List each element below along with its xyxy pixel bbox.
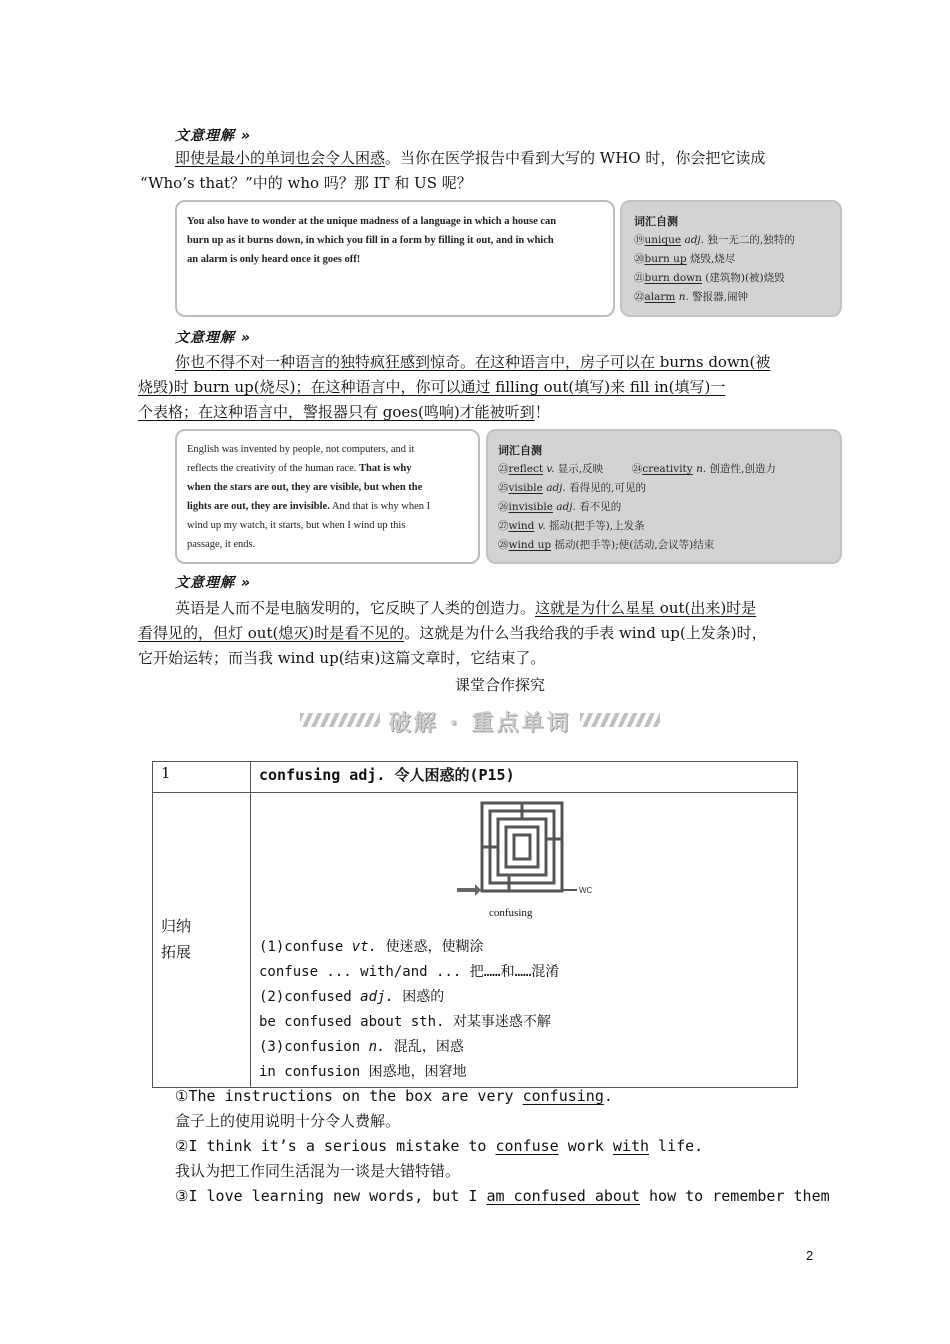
page-number: 2	[806, 1248, 814, 1263]
vocab-row: ㉒alarm n. 警报器,闹钟	[634, 291, 748, 303]
table-row	[153, 762, 798, 793]
section-banner	[300, 705, 660, 735]
expansion-lines	[259, 935, 789, 1085]
card2-line: passage, it ends.	[187, 539, 256, 550]
vocab-quiz-box-2	[486, 429, 842, 564]
word-table	[152, 761, 798, 1088]
example-2: ②I think it’s a serious mistake to confuse work with life.	[175, 1137, 704, 1155]
paragraph-1-line-1: 即使是最小的单词也会令人困惑。当你在医学报告中看到大写的 WHO 时，你会把它读成	[175, 149, 766, 167]
paragraph-3-line-1: 英语是人而不是电脑发明的，它反映了人类的创造力。这就是为什么星星 out(出来)时是	[175, 599, 757, 617]
vocab-row: ㉕visible adj. 看得见的,可见的	[498, 482, 646, 494]
classroom-title: 课堂合作探究	[454, 676, 545, 694]
banner-stripe-left	[300, 713, 380, 727]
word-number: 1	[153, 762, 251, 793]
paragraph-2-line-1: 你也不得不对一种语言的独特疯狂感到惊奇。在这种语言中，房子可以在 burns down(被	[175, 353, 771, 371]
banner-stripe-right	[580, 713, 660, 727]
expansion-line: be confused about sth. 对某事迷惑不解	[259, 1014, 551, 1030]
vocab-row: ㉓reflect v. 显示,反映 ㉔creativity n. 创造性,创造力	[498, 463, 776, 475]
maze-illustration	[449, 799, 599, 914]
vocab-row: ㉘wind up 摇动(把手等);使(活动,会议等)结束	[498, 539, 715, 551]
paragraph-3-line-3: 它开始运转；而当我 wind up(结束)这篇文章时，它结束了。	[138, 649, 546, 667]
paragraph-2-line-3: 个表格；在这种语言中，警报器只有 goes(鸣响)才能被听到！	[138, 403, 550, 421]
card1-line: burn up as it burns down, in which you fill in a form by filling it out, and in which	[187, 235, 554, 246]
maze-tag: WC	[579, 886, 593, 895]
side-label: 归纳	[161, 917, 192, 935]
english-passage-card-1	[175, 200, 615, 317]
card2-line: reflects the creativity of the human race. That is why	[187, 463, 412, 474]
section-tag-3: 文意理解 »	[175, 575, 251, 591]
paragraph-2-line-2: 烧毁)时 burn up(烧尽)；在这种语言中，你可以通过 filling out(填写)来 fill in(填写)一	[138, 378, 726, 396]
card2-line: wind up my watch, it starts, but when I wind up this	[187, 520, 406, 531]
vocab-row: ㉖invisible adj. 看不见的	[498, 501, 622, 513]
vocab-quiz-box-1	[620, 200, 842, 317]
maze-figure	[449, 793, 789, 933]
paragraph-3-line-2: 看得见的，但灯 out(熄灭)时是看不见的。这就是为什么当我给我的手表 wind up(上发条)时，	[138, 624, 767, 642]
side-label-cell	[153, 793, 251, 1088]
example-2-translation: 我认为把工作同生活混为一谈是大错特错。	[175, 1162, 461, 1180]
vocab-row: ⑲unique adj. 独一无二的,独特的	[634, 234, 795, 246]
english-passage-card-2	[175, 429, 480, 564]
expansion-line: confuse ... with/and ... 把……和……混淆	[259, 964, 560, 980]
card1-line: an alarm is only heard once it goes off!	[187, 254, 361, 265]
section-tag-2: 文意理解 »	[175, 330, 251, 346]
card2-line: when the stars are out, they are visible, but when the	[187, 482, 423, 493]
card1-line: You also have to wonder at the unique madness of a language in which a house can	[187, 216, 557, 227]
maze-entry-arrow-icon	[457, 884, 481, 896]
vocab-row: ⑳burn up 烧毁,烧尽	[634, 253, 736, 265]
paragraph-1-line-2: “Who’s that？”中的 who 吗？那 IT 和 US 呢？	[140, 174, 472, 192]
table-row	[153, 793, 798, 1088]
vocab-title: 词汇自测	[498, 444, 542, 457]
expansion-line: (3)confusion n. 混乱，困惑	[259, 1039, 464, 1055]
vocab-list	[634, 231, 828, 307]
vocab-row: ㉑burn down (建筑物)(被)烧毁	[634, 272, 785, 284]
example-1-translation: 盒子上的使用说明十分令人费解。	[175, 1112, 401, 1130]
vocab-list	[498, 479, 830, 555]
card2-line: English was invented by people, not computers, and it	[187, 444, 415, 455]
expansion-line: (2)confused adj. 困惑的	[259, 989, 445, 1005]
vocab-title: 词汇自测	[634, 215, 678, 228]
card2-line: lights are out, they are invisible. And that is why when I	[187, 501, 431, 512]
expansion-line: (1)confuse vt. 使迷惑，使糊涂	[259, 939, 484, 955]
expansion-line: in confusion 困惑地，困窘地	[259, 1064, 467, 1080]
banner-text: 破解 · 重点单词	[388, 711, 572, 736]
side-label: 拓展	[161, 943, 192, 961]
example-3: ③I love learning new words, but I am confused about how to remember them	[175, 1187, 830, 1205]
headword: confusing adj. 令人困惑的(P15)	[251, 762, 798, 793]
example-1: ①The instructions on the box are very confusing.	[175, 1087, 613, 1105]
vocab-row: ㉗wind v. 摇动(把手等),上发条	[498, 520, 645, 532]
section-tag-1: 文意理解 »	[175, 128, 251, 144]
expansion-cell	[251, 793, 798, 1088]
maze-caption: confusing	[489, 907, 533, 919]
